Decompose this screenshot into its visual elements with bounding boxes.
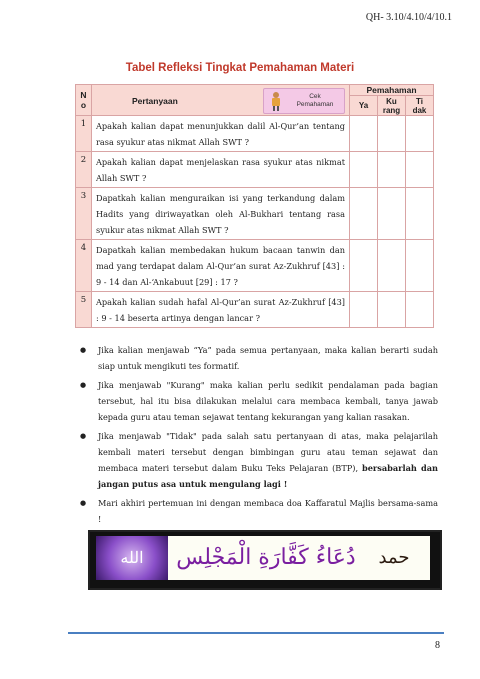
- calligraphy-title: دُعَاءُ كَفَّارَةِ الْمَجْلِس: [176, 545, 356, 570]
- page-title: Tabel Refleksi Tingkat Pemahaman Materi: [125, 62, 355, 74]
- header-no: N o: [76, 85, 92, 116]
- table-row: [76, 116, 434, 152]
- page-number: 8: [435, 640, 440, 651]
- answer-ya-cell[interactable]: [350, 188, 378, 240]
- reflection-table: [75, 84, 434, 328]
- answer-tidak-cell[interactable]: [406, 152, 434, 188]
- answer-ya-cell[interactable]: [350, 116, 378, 152]
- table-row: [76, 152, 434, 188]
- header-ya: Ya: [350, 96, 378, 116]
- document-code: QH- 3.10/4.10/4/10.1: [365, 12, 452, 23]
- cek-pemahaman-label: Cek Pemahaman: [296, 93, 334, 108]
- header-question: [92, 85, 350, 116]
- row-question: Dapatkah kalian membedakan hukum bacaan tanwin dan mad yang terdapat dalam Al-Qur’an surat Az-Zukhruf [43] : 9 - 14 dan Al-‘Ankabuut [29] : 17 ?: [92, 240, 350, 292]
- answer-tidak-cell[interactable]: [406, 292, 434, 328]
- table-row: [76, 188, 434, 240]
- doa-banner: [88, 530, 442, 590]
- row-question: Dapatkah kalian menguraikan isi yang terkandung dalam Hadits yang diriwayatkan oleh Al-Bukhari tentang rasa syukur atas nikmat Allah SWT ?: [92, 188, 350, 240]
- answer-kurang-cell[interactable]: [378, 240, 406, 292]
- instruction-text: Jika menjawab "Tidak" pada salah satu pertanyaan di atas, maka pelajarilah kembali materi tersebut dengan bimbingan guru atau teman sejawat dan membaca materi tersebut dalam Buku Teks Pelajaran (BTP),: [98, 431, 438, 473]
- instruction-text: Jika kalian menjawab “Ya” pada semua pertanyaan, maka kalian berarti sudah siap untuk mengikuti tes formatif.: [98, 345, 438, 371]
- row-number: 4: [76, 240, 92, 292]
- answer-tidak-cell[interactable]: [406, 116, 434, 152]
- header-tidak: Ti dak: [406, 96, 434, 116]
- calligraphy-left-image: [96, 536, 168, 580]
- row-number: 1: [76, 116, 92, 152]
- answer-kurang-cell[interactable]: [378, 152, 406, 188]
- instruction-item: [78, 377, 438, 425]
- instruction-item: [78, 495, 438, 527]
- row-question: Apakah kalian dapat menjelaskan rasa syukur atas nikmat Allah SWT ?: [92, 152, 350, 188]
- instruction-text: Jika menjawab "Kurang" maka kalian perlu sedikit pendalaman pada bagian tersebut, hal itu bisa dilakukan melalui cara membaca kembali, tanya jawab kepada guru atau teman sejawat tentang kekurangan yang kalian rasakan.: [98, 380, 438, 422]
- answer-ya-cell[interactable]: [350, 240, 378, 292]
- instruction-item: [78, 342, 438, 374]
- answer-kurang-cell[interactable]: [378, 188, 406, 240]
- row-question: Apakah kalian sudah hafal Al-Qur’an surat Az-Zukhruf [43] : 9 - 14 beserta artinya dengan lancar ?: [92, 292, 350, 328]
- answer-kurang-cell[interactable]: [378, 116, 406, 152]
- banner-inner: [96, 536, 430, 580]
- table-row: [76, 292, 434, 328]
- row-number: 5: [76, 292, 92, 328]
- question-header-label: Pertanyaan: [132, 96, 178, 106]
- row-question: Apakah kalian dapat menunjukkan dalil Al-Qur’an tentang rasa syukur atas nikmat Allah SWT ?: [92, 116, 350, 152]
- header-kurang: Ku rang: [378, 96, 406, 116]
- instruction-list: [78, 342, 438, 530]
- answer-kurang-cell[interactable]: [378, 292, 406, 328]
- cek-pemahaman-badge: [263, 88, 345, 114]
- answer-tidak-cell[interactable]: [406, 240, 434, 292]
- table-row: [76, 240, 434, 292]
- student-figure-icon: [268, 91, 284, 111]
- answer-ya-cell[interactable]: [350, 152, 378, 188]
- footer-divider: [68, 632, 444, 634]
- calligraphy-right-image: حمد: [378, 547, 410, 568]
- instruction-item: [78, 428, 438, 492]
- answer-ya-cell[interactable]: [350, 292, 378, 328]
- instruction-text: Mari akhiri pertemuan ini dengan membaca doa Kaffaratul Majlis bersama-sama !: [98, 498, 438, 524]
- header-pemahaman: Pemahaman: [350, 85, 434, 96]
- calligraphy-left-text: الله: [120, 548, 144, 567]
- row-number: 2: [76, 152, 92, 188]
- answer-tidak-cell[interactable]: [406, 188, 434, 240]
- instruction-emphasis: bersabarlah dan jangan putus asa untuk mengulang lagi !: [98, 463, 438, 489]
- row-number: 3: [76, 188, 92, 240]
